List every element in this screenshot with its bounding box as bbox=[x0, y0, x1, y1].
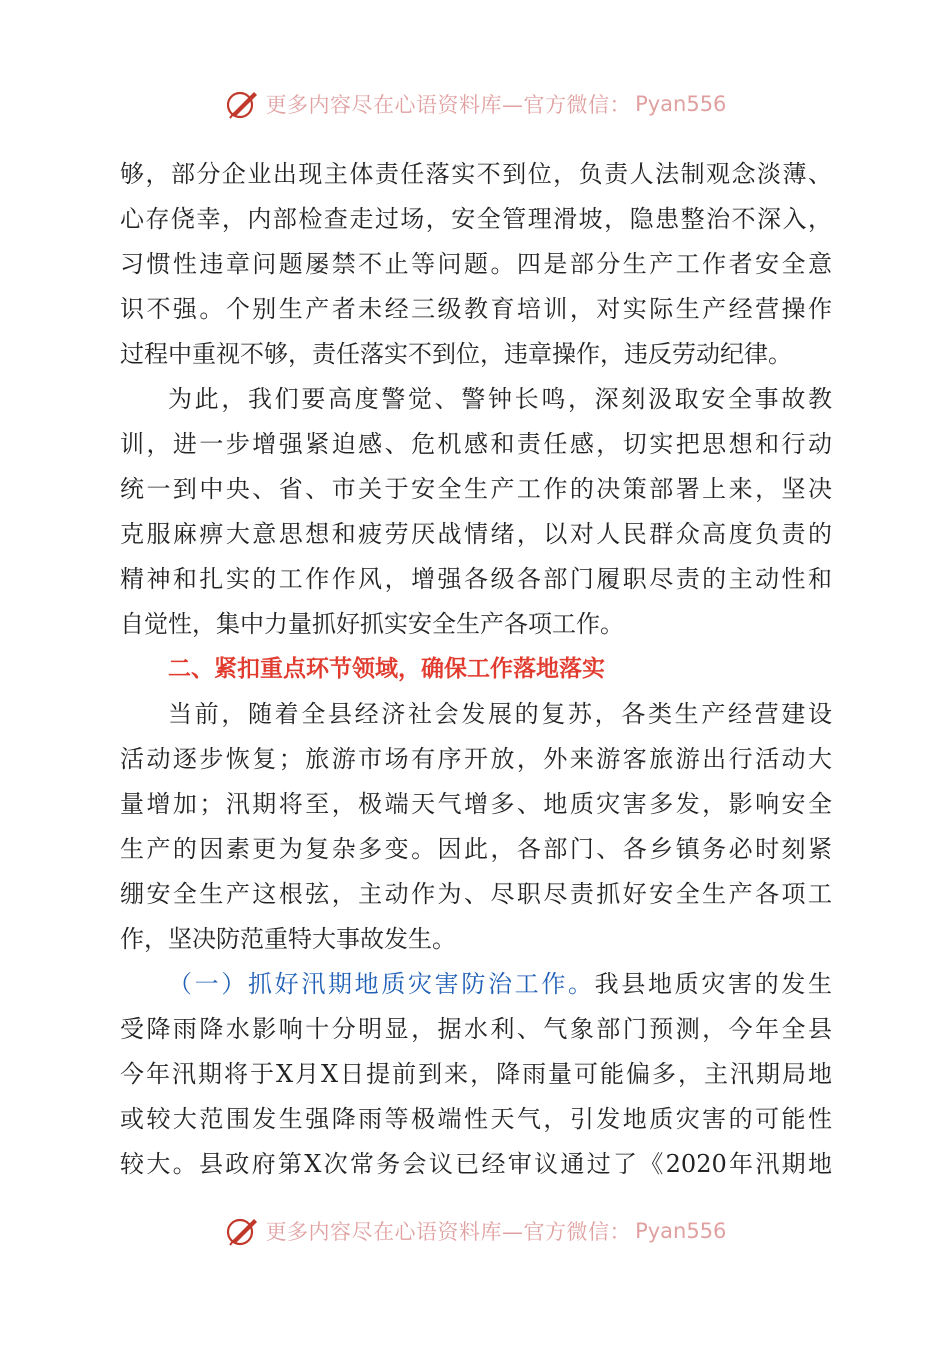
banner-text: 更多内容尽在心语资料库—官方微信： bbox=[265, 93, 632, 117]
banner-wechat-id: Pyan556 bbox=[635, 1219, 727, 1243]
quill-pen-logo-icon bbox=[224, 86, 260, 122]
text-line: 过程中重视不够，责任落实不到位，违章操作，违反劳动纪律。 bbox=[120, 340, 792, 368]
watermark-banner-bottom bbox=[0, 1211, 950, 1251]
text-line: 作，坚决防范重特大事故发生。 bbox=[120, 925, 456, 953]
text-line: 较大。县政府第X次常务会议已经审议通过了《2020年汛期地 bbox=[120, 1150, 832, 1178]
text-line: 训，进一步增强紧迫感、危机感和责任感，切实把思想和行动 bbox=[120, 430, 832, 458]
text-line: 统一到中央、省、市关于安全生产工作的决策部署上来，坚决 bbox=[120, 475, 832, 503]
document-body bbox=[120, 152, 832, 1187]
watermark-banner-top bbox=[0, 84, 950, 124]
text-line: 受降雨降水影响十分明显，据水利、气象部门预测，今年全县 bbox=[120, 1015, 832, 1043]
text-line: 识不强。个别生产者未经三级教育培训，对实际生产经营操作 bbox=[120, 295, 832, 323]
text-line: 习惯性违章问题屡禁不止等问题。四是部分生产工作者安全意 bbox=[120, 250, 832, 278]
text-line: 自觉性，集中力量抓好抓实安全生产各项工作。 bbox=[120, 610, 624, 638]
text-line: 活动逐步恢复；旅游市场有序开放，外来游客旅游出行活动大 bbox=[120, 745, 832, 773]
text-line: 生产的因素更为复杂多变。因此，各部门、各乡镇务必时刻紧 bbox=[120, 835, 832, 863]
text-line: 心存侥幸，内部检查走过场，安全管理滑坡，隐患整治不深入， bbox=[120, 205, 832, 233]
text-line: 够，部分企业出现主体责任落实不到位，负责人法制观念淡薄、 bbox=[120, 160, 832, 188]
subsection-heading: （一）抓好汛期地质灾害防治工作。 bbox=[168, 970, 595, 998]
text-line: 今年汛期将于X月X日提前到来，降雨量可能偏多，主汛期局地 bbox=[120, 1060, 832, 1088]
text-line: 或较大范围发生强降雨等极端性天气，引发地质灾害的可能性 bbox=[120, 1105, 832, 1133]
text-line: 精神和扎实的工作作风，增强各级各部门履职尽责的主动性和 bbox=[120, 565, 832, 593]
text-line: 克服麻痹大意思想和疲劳厌战情绪，以对人民群众高度负责的 bbox=[120, 520, 832, 548]
text-line: 绷安全生产这根弦，主动作为、尽职尽责抓好安全生产各项工 bbox=[120, 880, 832, 908]
text-line: 当前，随着全县经济社会发展的复苏，各类生产经营建设 bbox=[168, 700, 832, 728]
subsection-text: 我县地质灾害的发生 bbox=[594, 970, 833, 998]
text-line: 量增加；汛期将至，极端天气增多、地质灾害多发，影响安全 bbox=[120, 790, 832, 818]
banner-text: 更多内容尽在心语资料库—官方微信： bbox=[265, 1220, 632, 1244]
subsection-line bbox=[120, 962, 832, 1007]
text-line: 为此，我们要高度警觉、警钟长鸣，深刻汲取安全事故教 bbox=[168, 385, 832, 413]
quill-pen-logo-icon bbox=[224, 1213, 260, 1249]
section-heading: 二、紧扣重点环节领域，确保工作落地落实 bbox=[168, 656, 605, 682]
banner-wechat-id: Pyan556 bbox=[635, 92, 727, 116]
